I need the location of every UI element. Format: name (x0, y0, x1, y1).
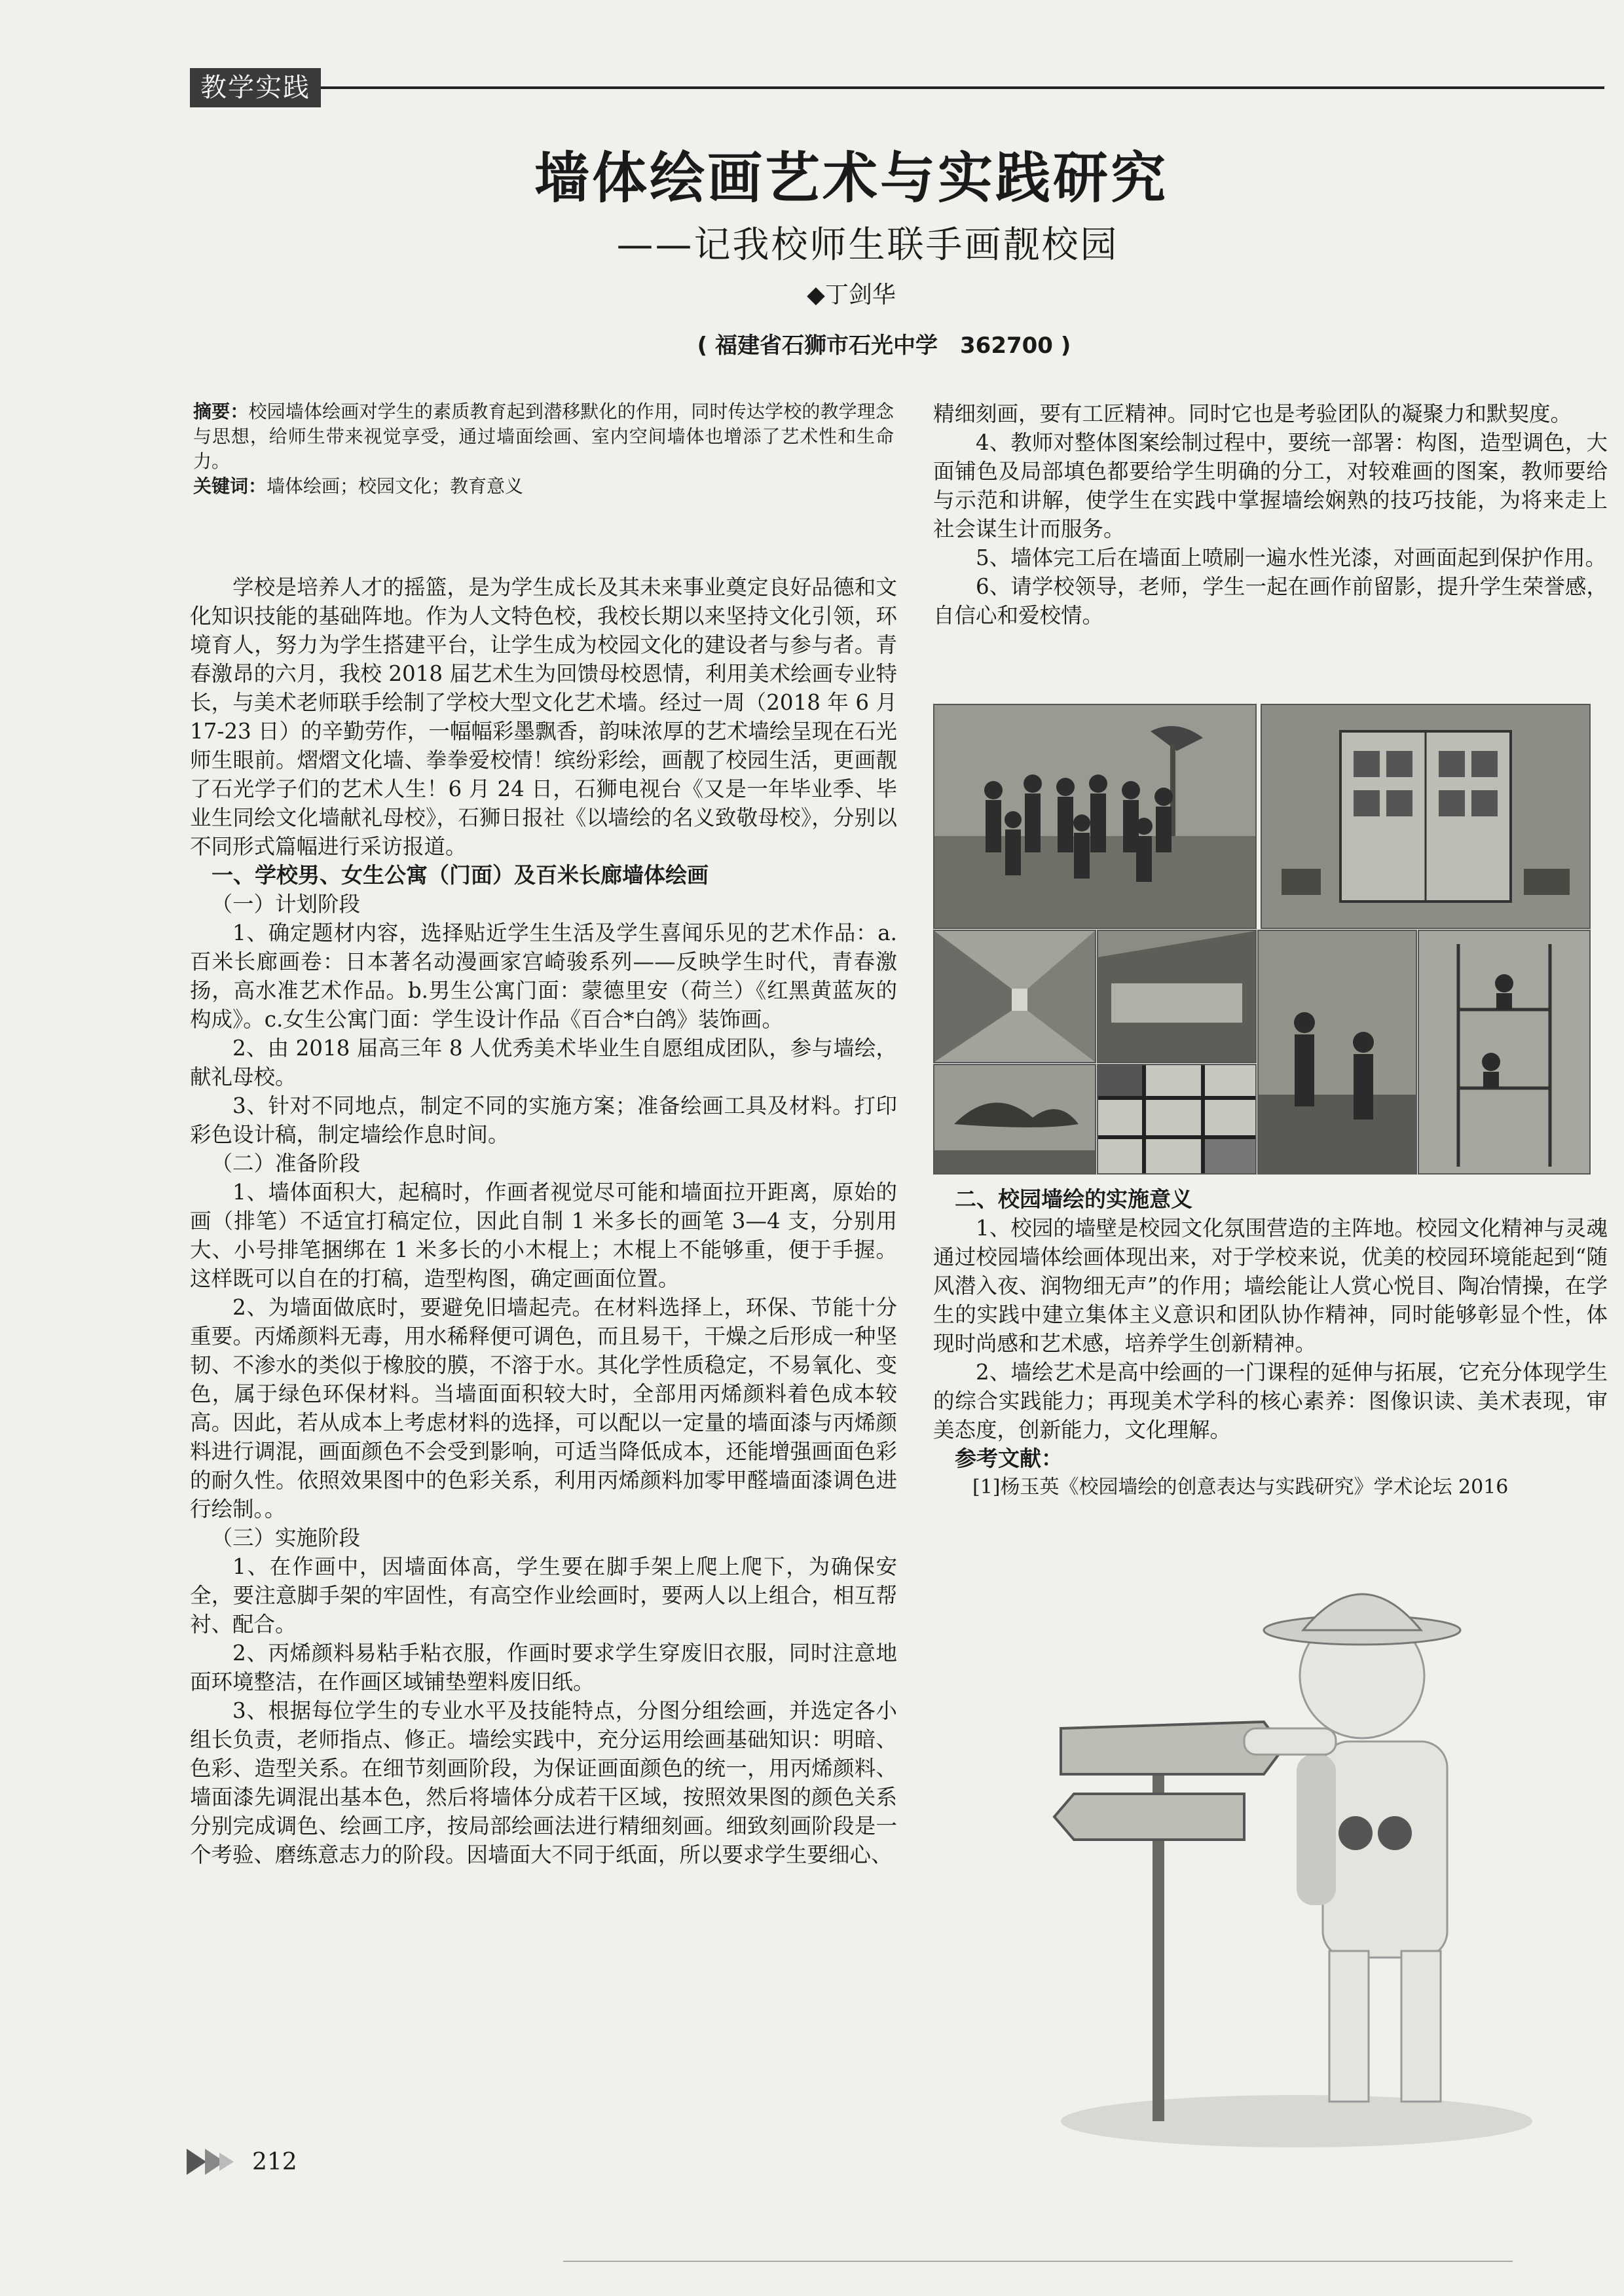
right-column-bottom (933, 1185, 1608, 1502)
photo-mondrian-wall (1097, 1064, 1257, 1175)
abstract (193, 399, 894, 499)
page-arrow-icon (187, 2149, 239, 2175)
paragraph: 1、在作画中，因墙面体高，学生要在脚手架上爬上爬下，为确保安全，要注意脚手架的牢固性，有高空作业绘画时，要两人以上组合，相互帮衬、配合。 (190, 1554, 897, 1637)
paragraph: 4、教师对整体图案绘制过程中，要统一部署：构图，造型调色，大面铺色及局部填色都要给学生明确的分工，对较难画的图案，教师要给与示范和讲解，使学生在实践中掌握墙绘娴熟的技巧技能，为将来走上社会谋生计而服务。 (933, 430, 1608, 541)
paragraph: 1、确定题材内容，选择贴近学生生活及学生喜闻乐见的艺术作品：a.百米长廊画卷：日本著名动漫画家宫崎骏系列——反映学生时代，青春激扬，高水准艺术作品。b.男生公寓门面：蒙德里安（荷兰）《红黑黄蓝灰的构成》。c.女生公寓门面：学生设计作品《百合*白鸽》装饰画。 (190, 920, 897, 1032)
section-heading-1: 一、学校男、女生公寓（门面）及百米长廊墙体绘画 (212, 862, 709, 888)
paragraph: 6、请学校领导，老师，学生一起在画作前留影，提升学生荣誉感，自信心和爱校情。 (933, 574, 1608, 628)
photo-corridor-wall (1097, 930, 1257, 1063)
keywords-label: 关键词： (193, 475, 267, 497)
reference-item: [1]杨玉英《校园墙绘的创意表达与实践研究》学术论坛 2016 (972, 1476, 1509, 1499)
section-tag: 教学实践 (190, 68, 321, 107)
paragraph: 1、校园的墙壁是校园文化氛围营造的主阵地。校园文化精神与灵魂通过校园墙体绘画体现出来，对于学校来说，优美的校园环境能起到“随风潜入夜、润物细无声”的作用；墙绘能让人赏心悦目、陶冶情操，在学生的实践中建立集体主义意识和团队协作精神，同时能够彰显个性，体现时尚感和艺术感，培养学生创新精神。 (933, 1216, 1608, 1356)
subsection-plan: （一）计划阶段 (211, 892, 361, 917)
right-column-top (933, 399, 1608, 630)
abstract-body (193, 399, 894, 474)
keywords-text: 墙体绘画；校园文化；教育意义 (267, 475, 524, 497)
photo-students-painting (1257, 930, 1417, 1175)
photo-mural-bird (933, 1064, 1096, 1175)
subsection-prepare: （二）准备阶段 (211, 1151, 361, 1176)
article-subtitle: ——记我校师生联手画靓校园 (616, 224, 1119, 266)
photo-painted-door (1261, 704, 1591, 929)
author: ◆丁剑华 (807, 282, 896, 308)
keywords (193, 474, 894, 499)
decorative-explorer-illustration (1048, 1558, 1545, 2160)
subsection-implement: （三）实施阶段 (211, 1525, 361, 1550)
paragraph: 精细刻画，要有工匠精神。同时它也是考验团队的凝聚力和默契度。 (933, 401, 1572, 426)
references-label: 参考文献： (955, 1446, 1063, 1471)
left-column (190, 573, 897, 1869)
photo-scaffold (1418, 930, 1591, 1175)
section-heading-2: 二、校园墙绘的实施意义 (955, 1186, 1192, 1212)
paragraph: 2、由 2018 届高三年 8 人优秀美术毕业生自愿组成团队，参与墙绘，献礼母校。 (190, 1036, 897, 1089)
header-rule (321, 86, 1604, 89)
abstract-text: 校园墙体绘画对学生的素质教育起到潜移默化的作用，同时传达学校的教学理念与思想，给师生带来视觉享受，通过墙面绘画、室内空间墙体也增添了艺术性和生命力。 (193, 401, 894, 472)
intro-paragraph: 学校是培养人才的摇篮，是为学生成长及其未来事业奠定良好品德和文化知识技能的基础阵地。作为人文特色校，我校长期以来坚持文化引领，环境育人，努力为学生搭建平台，让学生成为校园文化的建设者与参与者。青春激昂的六月，我校 2018 届艺术生为回馈母校恩情，利用美术绘画专业特长，与美术老师联手绘制了学校大型文化艺术墙。经过一周（2018 年 6 月 17-23 日）的辛勤劳作，一幅幅彩墨飘香，韵味浓厚的艺术墙绘呈现在石光师生眼前。熠熠文化墙、拳拳爱校情！缤纷彩绘，画靓了校园生活，更画靓了石光学子们的艺术人生！6 月 24 日，石狮电视台《又是一年毕业季、毕业生同绘文化墙献礼母校》，石狮日报社《以墙绘的名义致敬母校》，分别以不同形式篇幅进行采访报道。 (190, 575, 897, 859)
paragraph: 2、丙烯颜料易粘手粘衣服，作画时要求学生穿废旧衣服，同时注意地面环境整洁，在作画区域铺垫塑料废旧纸。 (190, 1641, 897, 1694)
paragraph: 1、墙体面积大，起稿时，作画者视觉尽可能和墙面拉开距离，原始的画（排笔）不适宜打稿定位，因此自制 1 米多长的画笔 3—4 支，分别用大、小号排笔捆绑在 1 米多长的小木棍上；木棍上不能够重，便于手握。这样既可以自在的打稿，造型构图，确定画面位置。 (190, 1180, 897, 1291)
abstract-label: 摘要： (193, 401, 249, 422)
paragraph: 3、针对不同地点，制定不同的实施方案；准备绘画工具及材料。打印彩色设计稿，制定墙绘作息时间。 (190, 1093, 897, 1147)
page-number: 212 (252, 2149, 297, 2176)
affiliation: ( 福建省石狮市石光中学 362700 ) (697, 333, 1071, 359)
article-title: 墙体绘画艺术与实践研究 (534, 146, 1168, 210)
footer-rule (563, 2261, 1513, 2262)
paragraph: 2、为墙面做底时，要避免旧墙起壳。在材料选择上，环保、节能十分重要。丙烯颜料无毒，用水稀释便可调色，而且易干，干燥之后形成一种坚韧、不渗水的类似于橡胶的膜，不溶于水。其化学性质稳定，不易氧化、变色，属于绿色环保材料。当墙面面积较大时，全部用丙烯颜料着色成本较高。因此，若从成本上考虑材料的选择，可以配以一定量的墙面漆与丙烯颜料进行调混，画面颜色不会受到影响，可适当降低成本，还能增强画面色彩的耐久性。依照效果图中的色彩关系，利用丙烯颜料加零甲醛墙面漆调色进行绘制。。 (190, 1295, 897, 1522)
photo-corridor (933, 930, 1096, 1063)
photo-group-portrait (933, 704, 1257, 929)
paragraph: 3、根据每位学生的专业水平及技能特点，分图分组绘画，并选定各小组长负责，老师指点、修正。墙绘实践中，充分运用绘画基础知识：明暗、色彩、造型关系。在细节刻画阶段，为保证画面颜色的统一，用丙烯颜料、墙面漆先调混出基本色，然后将墙体分成若干区域，按照效果图的颜色关系分别完成调色、绘画工序，按局部绘画法进行精细刻画。细致刻画阶段是一个考验、磨练意志力的阶段。因墙面大不同于纸面，所以要求学生要细心、 (190, 1698, 897, 1867)
paragraph: 5、墙体完工后在墙面上喷刷一遍水性光漆，对画面起到保护作用。 (976, 545, 1607, 570)
paragraph: 2、墙绘艺术是高中绘画的一门课程的延伸与拓展，它充分体现学生的综合实践能力；再现美术学科的核心素养：图像识读、美术表现，审美态度，创新能力，文化理解。 (933, 1360, 1608, 1442)
